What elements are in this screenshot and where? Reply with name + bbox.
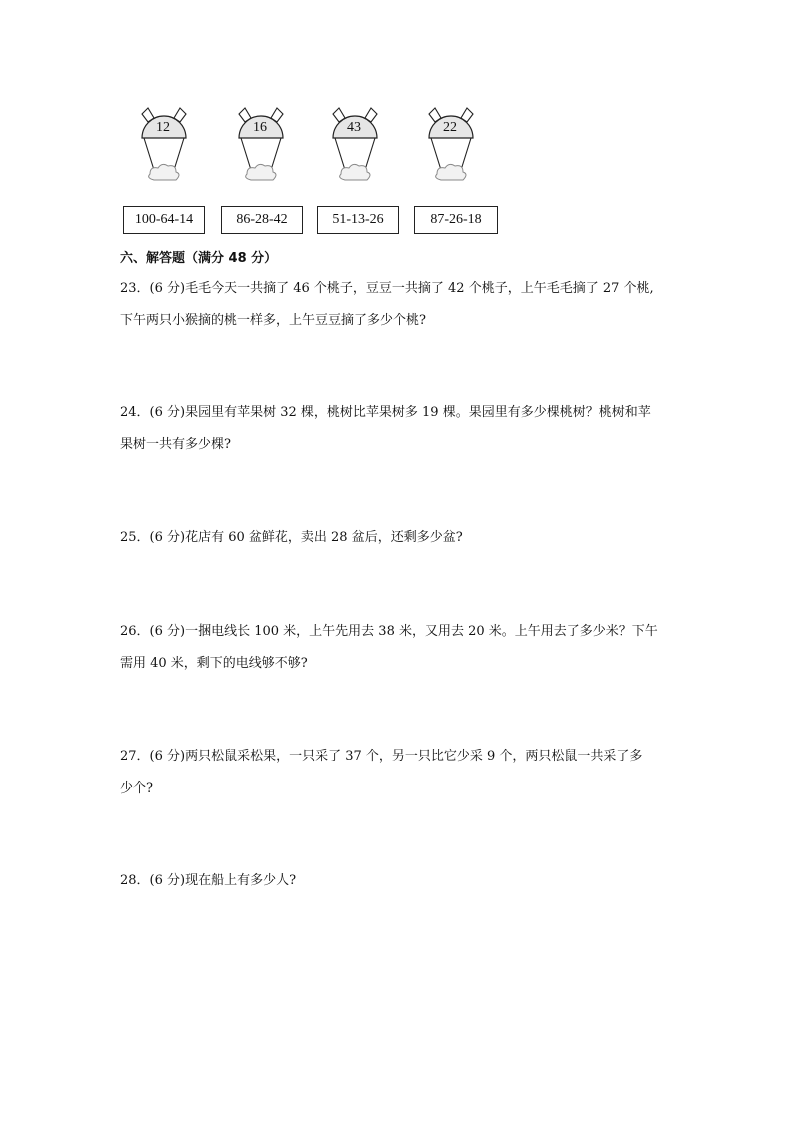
question-line: 下午两只小猴摘的桃一样多，上午豆豆摘了多少个桃? bbox=[120, 313, 426, 328]
question-line: 23．(6 分)毛毛今天一共摘了 46 个桃子，豆豆一共摘了 42 个桃子，上午毛毛摘了 27 个桃, bbox=[120, 281, 654, 296]
question bbox=[120, 616, 680, 680]
expression-box: 100-64-14 bbox=[123, 206, 205, 234]
question bbox=[120, 865, 680, 897]
question-line: 27．(6 分)两只松鼠采松果，一只采了 37 个，另一只比它少采 9 个，两只松鼠一共采了多 bbox=[120, 749, 643, 764]
expression-box: 86-28-42 bbox=[221, 206, 303, 234]
question-line: 需用 40 米，剩下的电线够不够? bbox=[120, 656, 308, 671]
balloon bbox=[319, 98, 389, 190]
balloon-row bbox=[128, 98, 508, 193]
balloon-icon bbox=[415, 98, 485, 190]
question bbox=[120, 273, 680, 337]
balloon-number: 16 bbox=[253, 120, 267, 135]
question-line: 果树一共有多少棵? bbox=[120, 437, 231, 452]
expression-box: 87-26-18 bbox=[414, 206, 498, 234]
balloon-number: 43 bbox=[347, 120, 361, 135]
balloon bbox=[415, 98, 485, 190]
expression-box: 51-13-26 bbox=[317, 206, 399, 234]
question bbox=[120, 397, 680, 461]
section-title: 六、解答题（满分 48 分） bbox=[120, 251, 278, 266]
question-line: 少个? bbox=[120, 781, 153, 796]
balloon-icon bbox=[319, 98, 389, 190]
question bbox=[120, 741, 680, 805]
question bbox=[120, 522, 680, 554]
question-line: 25．(6 分)花店有 60 盆鲜花，卖出 28 盆后，还剩多少盆? bbox=[120, 530, 463, 545]
balloon-number: 22 bbox=[443, 120, 457, 135]
balloon-icon bbox=[128, 98, 198, 190]
balloon-icon bbox=[225, 98, 295, 190]
balloon bbox=[128, 98, 198, 190]
question-line: 28．(6 分)现在船上有多少人? bbox=[120, 873, 297, 888]
question-line: 24．(6 分)果园里有苹果树 32 棵，桃树比苹果树多 19 棵。果园里有多少棵桃树？桃树和苹 bbox=[120, 405, 651, 420]
balloon-number: 12 bbox=[156, 120, 170, 135]
expression-row bbox=[123, 206, 503, 234]
question-line: 26．(6 分)一捆电线长 100 米，上午先用去 38 米，又用去 20 米。上午用去了多少米？下午 bbox=[120, 624, 658, 639]
balloon bbox=[225, 98, 295, 190]
